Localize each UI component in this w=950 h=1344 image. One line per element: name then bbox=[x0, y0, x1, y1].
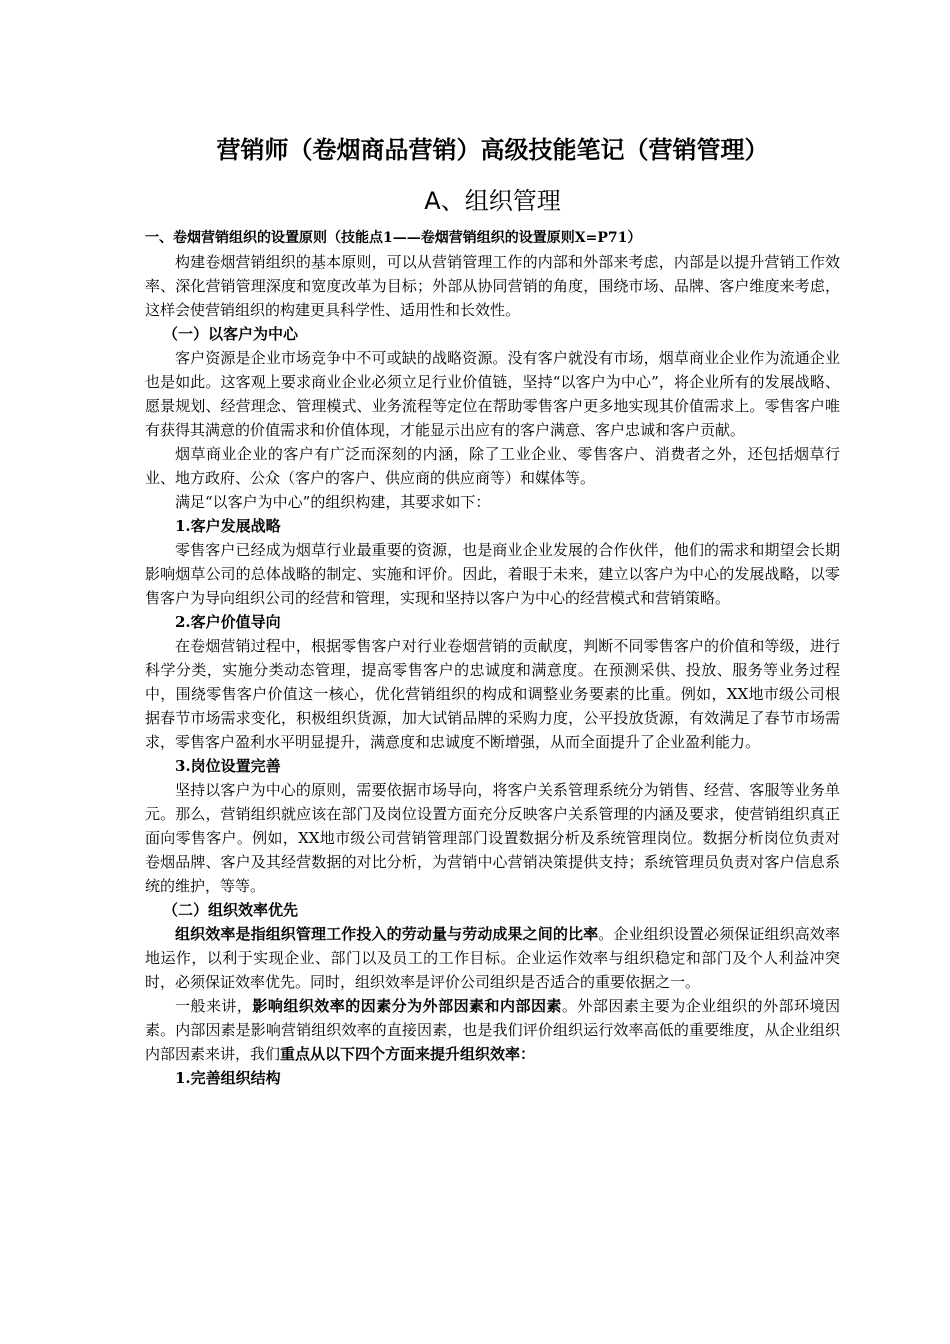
section-heading: 一、卷烟营销组织的设置原则（技能点1——卷烟营销组织的设置原则X=P71） bbox=[145, 230, 642, 246]
item-heading: 1.客户发展战略 bbox=[175, 517, 281, 535]
paragraph: 坚持以客户为中心的原则，需要依据市场导向，将客户关系管理系统分为销售、经营、客服等业务单元。那么，营销组织就应该在部门及岗位设置方面充分反映客户关系管理的内涵及要求，使营销组织真正面向零售客户。例如，XX地市级公司营销管理部门设置数据分析及系统管理岗位。数据分析岗位负责对卷烟品牌、客户及其经营数据的对比分析，为营销中心营销决策提供支持；系统管理员负责对客户信息系统的维护，等等。 bbox=[145, 781, 840, 895]
paragraph bbox=[145, 994, 840, 1066]
paragraph: 烟草商业企业的客户有广泛而深刻的内涵，除了工业企业、零售客户、消费者之外，还包括烟草行业、地方政府、公众（客户的客户、供应商的供应商等）和媒体等。 bbox=[145, 445, 840, 487]
page-subtitle: A、组织管理 bbox=[424, 187, 561, 215]
item-heading: 2.客户价值导向 bbox=[175, 613, 281, 631]
paragraph: 构建卷烟营销组织的基本原则，可以从营销管理工作的内部和外部来考虑，内部是以提升营销工作效率、深化营销管理深度和宽度改革为目标；外部从协同营销的角度，围绕市场、品牌、客户维度来考虑，这样会使营销组织的构建更具科学性、适用性和长效性。 bbox=[145, 253, 840, 319]
paragraph-text: 。外部因素主要为企业组织的外部环境因素。内部因素是影响营销组织效率的直接因素，也是我们评价组织运行效率高低的重要维度，从企业组织内部因素来讲，我们 bbox=[145, 997, 840, 1063]
item-heading: 3.岗位设置完善 bbox=[175, 757, 281, 775]
bold-text: 组织效率是指组织管理工作投入的劳动量与劳动成果之间的比率 bbox=[175, 925, 599, 943]
paragraph: 零售客户已经成为烟草行业最重要的资源，也是商业企业发展的合作伙伴，他们的需求和期望会长期影响烟草公司的总体战略的制定、实施和评价。因此，着眼于未来，建立以客户为中心的发展战略，以零售客户为导向组织公司的经营和管理，实现和坚持以客户为中心的经营模式和营销策略。 bbox=[145, 541, 840, 607]
paragraph bbox=[145, 922, 840, 994]
paragraph: 在卷烟营销过程中，根据零售客户对行业卷烟营销的贡献度，判断不同零售客户的价值和等级，进行科学分类，实施分类动态管理，提高零售客户的忠诚度和满意度。在预测采供、投放、服务等业务过程中，围绕零售客户价值这一核心，优化营销组织的构成和调整业务要素的比重。例如，XX地市级公司根据春节市场需求变化，积极组织货源，加大试销品牌的采购力度，公平投放货源，有效满足了春节市场需求，零售客户盈利水平明显提升，满意度和忠诚度不断增强，从而全面提升了企业盈利能力。 bbox=[145, 637, 840, 751]
bold-text: 重点从以下四个方面来提升组织效率： bbox=[280, 1045, 536, 1063]
paragraph-text: 一般来讲， bbox=[175, 997, 253, 1015]
paragraph: 满足“以客户为中心”的组织构建，其要求如下： bbox=[175, 493, 491, 511]
bold-text: 影响组织效率的因素分为外部因素和内部因素 bbox=[252, 997, 562, 1015]
paragraph-text: 。企业组织设置必须保证组织高效率地运作，以利于实现企业、部门以及员工的工作目标。企业运作效率与组织稳定和部门及个人利益冲突时，必须保证效率优先。同时，组织效率是评价公司组织是否适合的重要依据之一。 bbox=[145, 925, 840, 991]
page-title: 营销师（卷烟商品营销）高级技能笔记（营销管理） bbox=[216, 136, 769, 164]
subsection-heading: （一）以客户为中心 bbox=[163, 325, 299, 343]
paragraph: 客户资源是企业市场竞争中不可或缺的战略资源。没有客户就没有市场，烟草商业企业作为流通企业也是如此。这客观上要求商业企业必须立足行业价值链，坚持“以客户为中心”，将企业所有的发展战略、愿景规划、经营理念、管理模式、业务流程等定位在帮助零售客户更多地实现其价值需求上。零售客户唯有获得其满意的价值需求和价值体现，才能显示出应有的客户满意、客户忠诚和客户贡献。 bbox=[145, 349, 840, 439]
subsection-heading: （二）组织效率优先 bbox=[163, 901, 299, 919]
item-heading: 1.完善组织结构 bbox=[175, 1069, 281, 1087]
